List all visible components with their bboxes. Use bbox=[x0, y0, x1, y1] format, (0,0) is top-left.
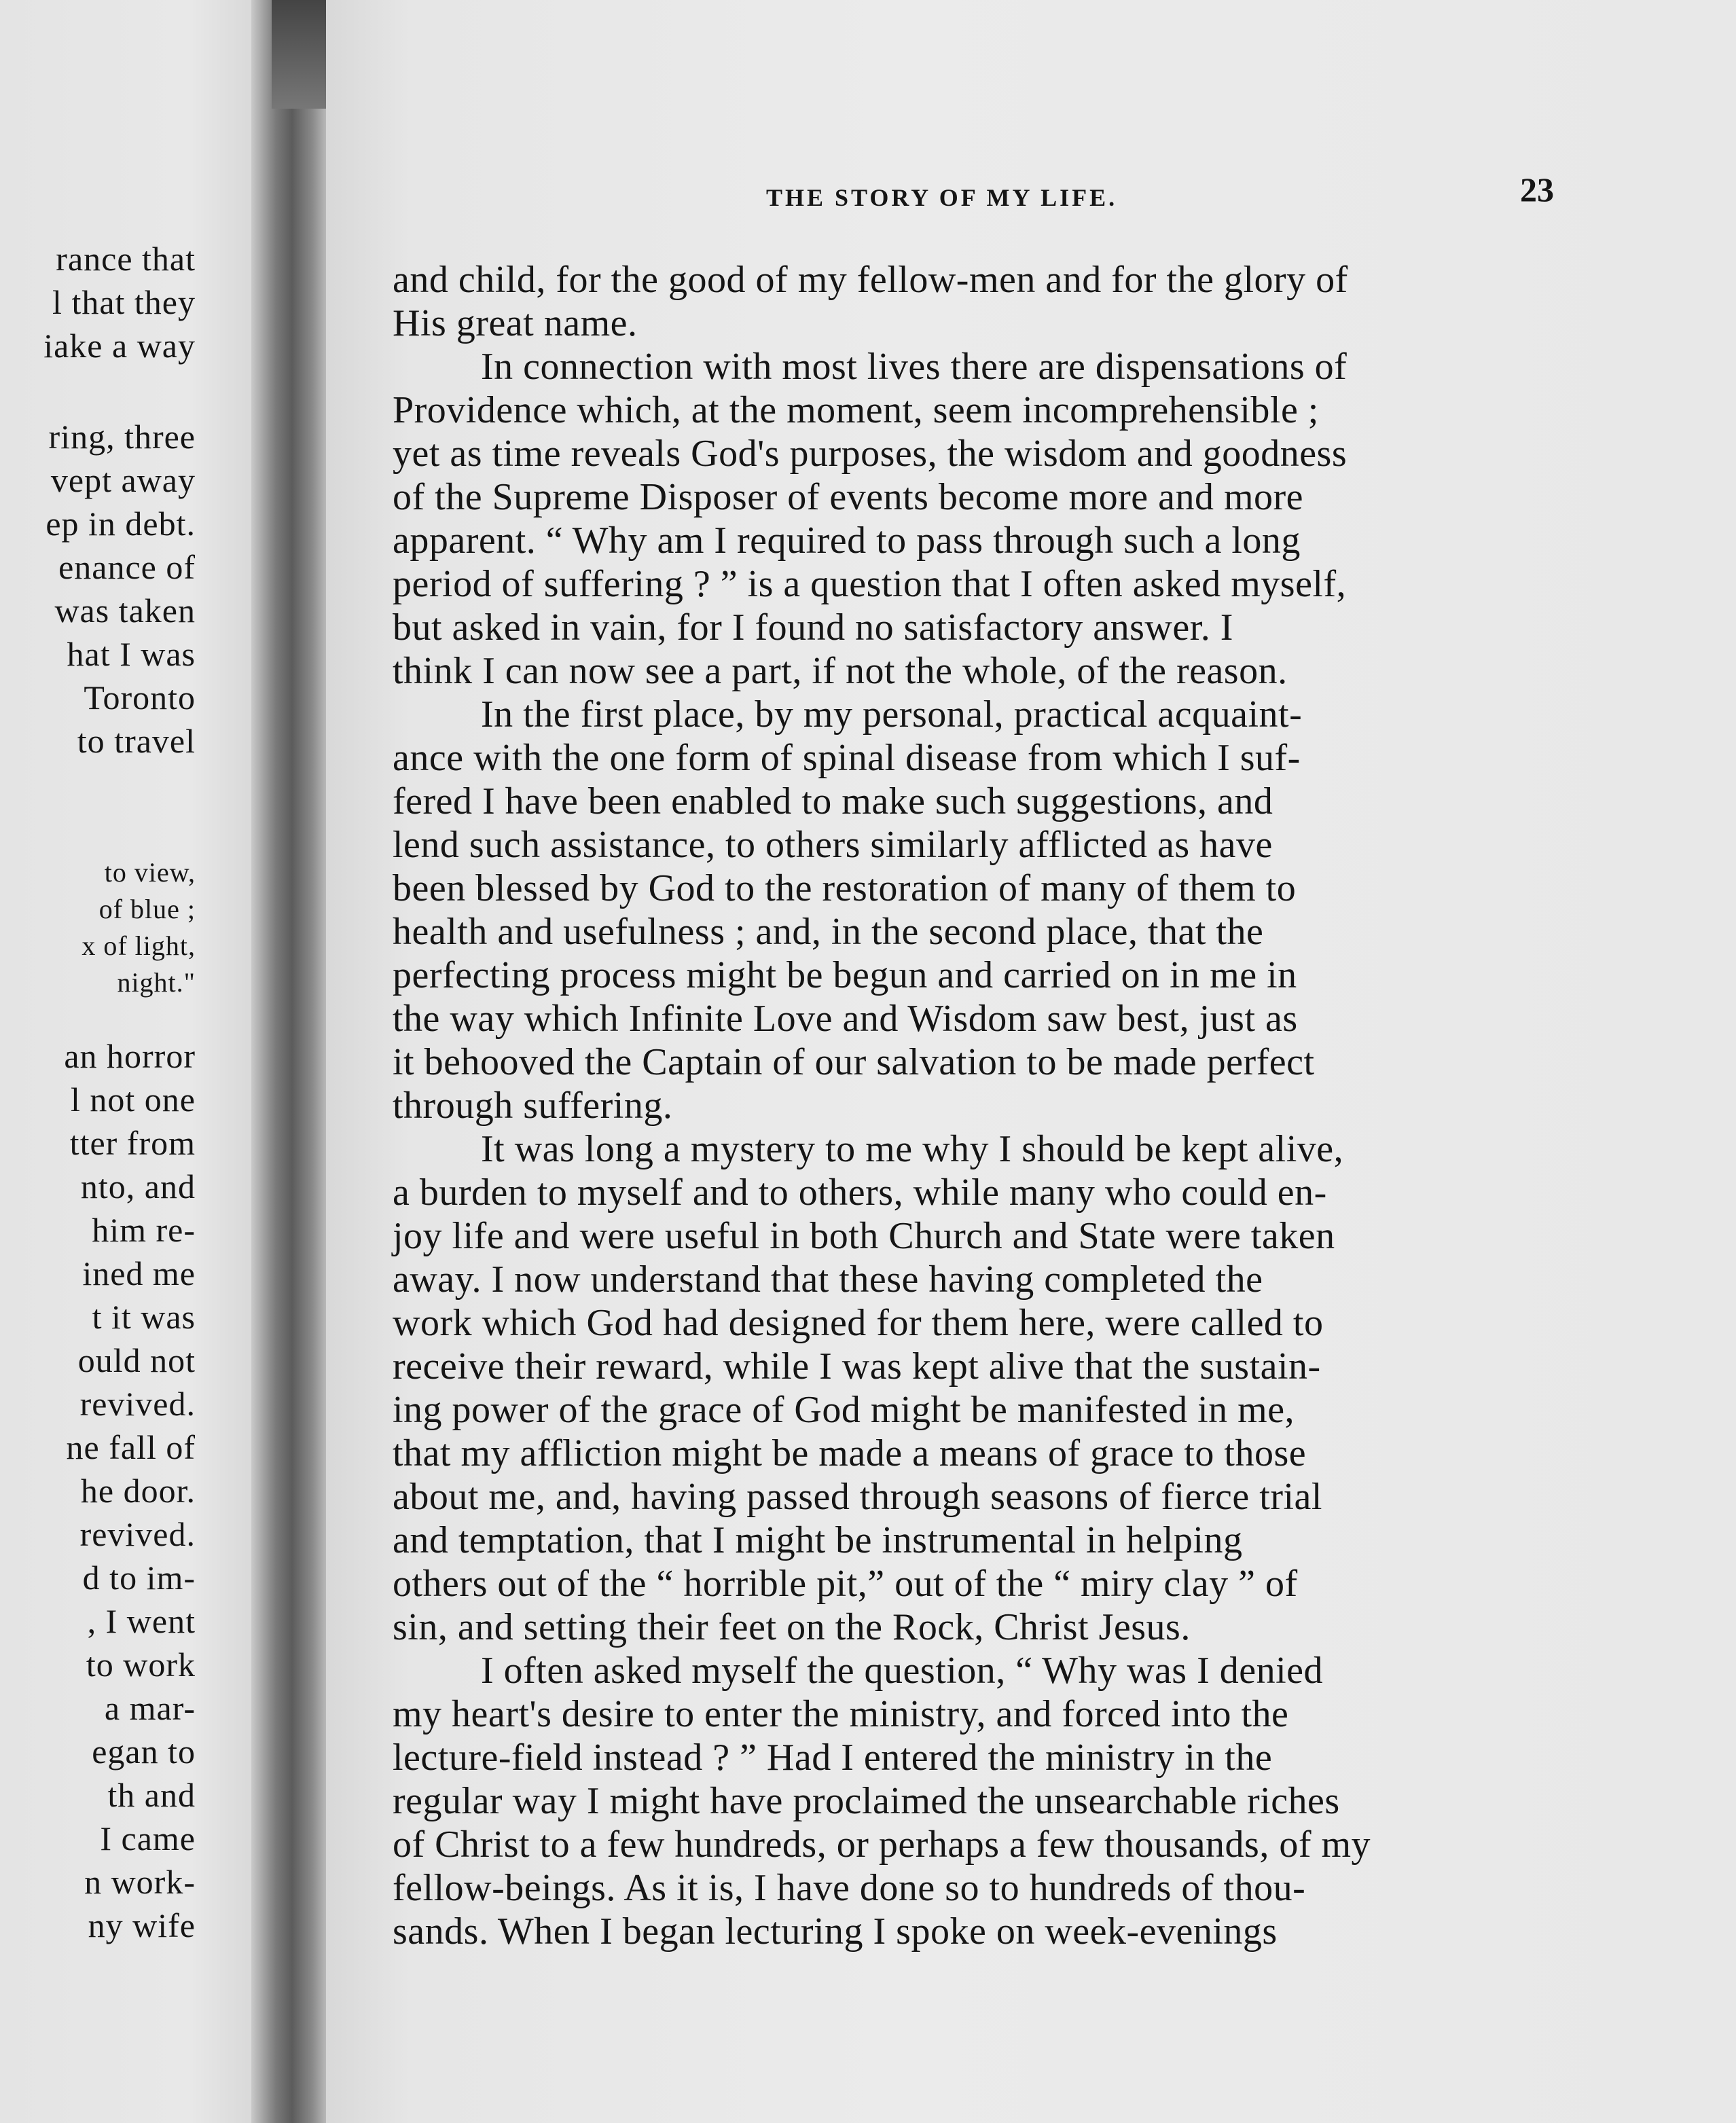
book-gutter bbox=[251, 0, 333, 2123]
body-line: apparent. “ Why am I required to pass through such a long bbox=[393, 520, 1301, 562]
body-line: of Christ to a few hundreds, or perhaps a few thousands, of my bbox=[393, 1823, 1371, 1866]
left-page-line: to work bbox=[86, 1646, 196, 1684]
body-line: period of suffering ? ” is a question that I often asked myself, bbox=[393, 563, 1347, 605]
left-page-line: ne fall of bbox=[66, 1428, 196, 1466]
body-line: ing power of the grace of God might be manifested in me, bbox=[393, 1389, 1295, 1431]
left-page-line: him re- bbox=[92, 1211, 196, 1249]
body-line: my heart's desire to enter the ministry, and forced into the bbox=[393, 1693, 1289, 1735]
body-line: lend such assistance, to others similarly afflicted as have bbox=[393, 824, 1273, 866]
left-page-line: x of light, bbox=[82, 930, 196, 961]
body-line: receive their reward, while I was kept alive that the sustain- bbox=[393, 1345, 1321, 1387]
left-page-line: enance of bbox=[58, 548, 196, 586]
body-line: lecture-field instead ? ” Had I entered the ministry in the bbox=[393, 1737, 1273, 1779]
left-page-line: vept away bbox=[50, 461, 196, 499]
body-line: but asked in vain, for I found no satisfactory answer. I bbox=[393, 606, 1233, 649]
body-line: It was long a mystery to me why I should be kept alive, bbox=[481, 1128, 1344, 1170]
body-line: sands. When I began lecturing I spoke on week-evenings bbox=[393, 1910, 1278, 1953]
body-line: and child, for the good of my fellow-men and for the glory of bbox=[393, 259, 1348, 301]
body-line: sin, and setting their feet on the Rock, Christ Jesus. bbox=[393, 1606, 1191, 1648]
left-page-line: ould not bbox=[77, 1341, 196, 1379]
body-line: perfecting process might be begun and carried on in me in bbox=[393, 954, 1297, 996]
left-page-line: hat I was bbox=[67, 635, 196, 673]
left-page-line: t it was bbox=[92, 1298, 196, 1336]
body-text bbox=[393, 258, 1574, 1970]
body-line: been blessed by God to the restoration of many of them to bbox=[393, 867, 1297, 909]
body-line: fellow-beings. As it is, I have done so to hundreds of thou- bbox=[393, 1867, 1306, 1909]
body-line: In connection with most lives there are dispensations of bbox=[481, 346, 1348, 388]
body-line: think I can now see a part, if not the whole, of the reason. bbox=[393, 650, 1288, 692]
body-line: others out of the “ horrible pit,” out of the “ miry clay ” of bbox=[393, 1563, 1298, 1605]
left-page-line: night." bbox=[117, 967, 196, 998]
body-line: a burden to myself and to others, while many who could en- bbox=[393, 1172, 1327, 1214]
body-line: regular way I might have proclaimed the unsearchable riches bbox=[393, 1780, 1340, 1822]
left-page-line: he door. bbox=[80, 1472, 196, 1510]
body-line: of the Supreme Disposer of events become more and more bbox=[393, 476, 1304, 518]
left-page-line: of blue ; bbox=[98, 894, 196, 924]
left-facing-page bbox=[0, 0, 272, 2123]
left-page-line: to travel bbox=[77, 722, 196, 760]
body-line: through suffering. bbox=[393, 1085, 673, 1127]
body-line: the way which Infinite Love and Wisdom saw best, just as bbox=[393, 998, 1298, 1040]
body-line: health and usefulness ; and, in the second place, that the bbox=[393, 911, 1264, 953]
body-line: away. I now understand that these having completed the bbox=[393, 1258, 1263, 1301]
left-page-line: l not one bbox=[71, 1081, 196, 1119]
body-line: fered I have been enabled to make such suggestions, and bbox=[393, 780, 1273, 822]
left-page-line: th and bbox=[107, 1776, 196, 1814]
left-page-line: nto, and bbox=[80, 1167, 196, 1205]
left-page-line: Toronto bbox=[84, 678, 196, 716]
body-line: His great name. bbox=[393, 302, 638, 344]
body-line: joy life and were useful in both Church and State were taken bbox=[393, 1215, 1335, 1257]
left-page-line: revived. bbox=[79, 1515, 196, 1553]
body-line: yet as time reveals God's purposes, the wisdom and goodness bbox=[393, 433, 1348, 475]
running-head: THE STORY OF MY LIFE. bbox=[766, 184, 1118, 211]
left-page-line: ny wife bbox=[88, 1906, 196, 1944]
body-line: and temptation, that I might be instrumental in helping bbox=[393, 1519, 1243, 1561]
body-line: work which God had designed for them here, were called to bbox=[393, 1302, 1324, 1344]
left-page-line: d to im- bbox=[82, 1559, 196, 1597]
left-page-line: I came bbox=[100, 1819, 196, 1857]
left-page-line: was taken bbox=[54, 592, 196, 630]
body-line: about me, and, having passed through seasons of fierce trial bbox=[393, 1476, 1322, 1518]
left-page-line: egan to bbox=[92, 1732, 196, 1771]
left-page-line: iake a way bbox=[43, 327, 196, 365]
body-line: Providence which, at the moment, seem incomprehensible ; bbox=[393, 389, 1319, 431]
left-page-line: , I went bbox=[87, 1602, 196, 1640]
left-page-line: tter from bbox=[69, 1124, 196, 1162]
left-page-line: revived. bbox=[79, 1385, 196, 1423]
left-page-line: n work- bbox=[84, 1863, 196, 1901]
left-page-line: ined me bbox=[82, 1254, 196, 1292]
left-page-line: to view, bbox=[104, 857, 196, 888]
left-page-line: an horror bbox=[64, 1037, 196, 1075]
body-line: I often asked myself the question, “ Why was I denied bbox=[481, 1650, 1324, 1692]
left-page-line: l that they bbox=[52, 283, 196, 321]
body-line: ance with the one form of spinal disease from which I suf- bbox=[393, 737, 1301, 779]
left-page-line: rance that bbox=[56, 240, 196, 278]
body-line: it behooved the Captain of our salvation to be made perfect bbox=[393, 1041, 1315, 1083]
body-line: In the first place, by my personal, practical acquaint- bbox=[481, 693, 1303, 736]
left-page-line: ep in debt. bbox=[46, 505, 196, 543]
left-page-line: ring, three bbox=[48, 418, 196, 456]
left-page-line: a mar- bbox=[104, 1689, 196, 1727]
book-gutter-fold bbox=[272, 0, 326, 109]
body-line: that my affliction might be made a means of grace to those bbox=[393, 1432, 1307, 1474]
page-number: 23 bbox=[1520, 170, 1554, 208]
